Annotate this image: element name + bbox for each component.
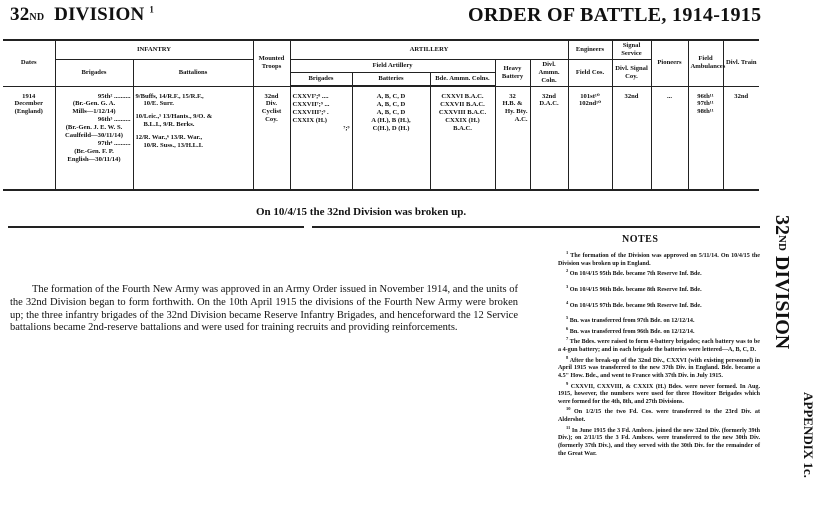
side-division-suffix: ND (776, 235, 788, 251)
divider (312, 226, 760, 228)
note-text: The Bdes. were raised to form 4-battery brigades; each battery was to be a 4-gun battery; and in each brigade the batteries were lettered—A, B, C, D. (558, 339, 760, 354)
mounted-line: 32nd (264, 92, 279, 100)
cell-divl-signal-coy (612, 86, 651, 190)
date-year: 1914 (22, 92, 36, 100)
side-division-label (770, 215, 793, 349)
note-8 (558, 355, 760, 381)
cell-battalions (133, 86, 253, 190)
bac-line: CXXVI B.A.C. (441, 93, 484, 101)
battalions-97: 12/R. War.,⁶ 13/R. War., (135, 134, 203, 142)
cell-inf-brigades (55, 86, 133, 190)
note-3 (558, 284, 760, 295)
battalions-95: 9/Buffs, 14/R.F., 15/R.F., (135, 92, 204, 100)
brigade-97-commander-date: English—30/11/14) (67, 155, 121, 163)
note-1 (558, 250, 760, 268)
note-number: 4 (566, 299, 569, 305)
note-10 (558, 406, 760, 424)
col-bde-amm-colns: Bde. Ammn. Colns. (430, 72, 495, 86)
col-divl-amm-coln: Divl. Ammn. Coln. (530, 59, 568, 86)
note-5 (558, 315, 760, 326)
batteries-line: A, B, C, D (376, 100, 406, 108)
field-ambulance: 97th¹¹ (697, 100, 714, 108)
batteries-line: A, B, C, D (376, 93, 406, 101)
batteries-line: A, B, C, D (376, 108, 406, 116)
battalions-97-cont: 10/R. Suss., 13/H.L.I. (143, 142, 203, 150)
col-mounted-troops: Mounted Troops (253, 40, 290, 86)
cell-bde-amm-colns (430, 86, 495, 190)
bac-line: CXXIX (H.) (445, 116, 480, 124)
brigade-95-commander: (Br.-Gen. G. A. (72, 100, 116, 108)
heavy-line: H.B. & (502, 100, 523, 108)
note-text: On 10/4/15 96th Bde. became 8th Reserve Inf. Bde. (569, 286, 702, 293)
division-suffix: ND (29, 12, 45, 23)
note-number: 3 (566, 283, 569, 289)
notes-list (558, 250, 760, 458)
art-brigade-126: CXXVI⁷;⁸ .... (292, 93, 329, 101)
note-number: 10 (566, 406, 571, 412)
brigade-95: 95th² .......... (97, 92, 131, 100)
group-infantry: INFANTRY (55, 40, 253, 59)
note-text: In June 1915 the 3 Fd. Ambces. joined the new 32nd Div. (formerly 39th Div.); on 2/11/15 the 3 Fd. Ambces. were transferred to the new 30th Div. (formerly 37th Div.), and they served with the 30th Div. for the remainder of the Great War. (558, 427, 760, 457)
side-division-number: 32 (771, 215, 793, 235)
group-signal-service: Signal Service (612, 40, 651, 59)
footnote-ref: 1 (149, 4, 155, 15)
col-inf-brigades: Brigades (55, 59, 133, 86)
battalions-96-cont: B.L.I., 9/R. Berks. (143, 121, 195, 129)
col-divl-signal-coy: Divl. Signal Coy. (612, 59, 651, 86)
art-brigade-127: CXXVII⁷;⁹ ... (292, 100, 330, 108)
appendix-label: APPENDIX 1c. (801, 392, 816, 478)
field-coy: 101st¹⁰ (580, 92, 600, 100)
dac-line: D.A.C. (539, 100, 559, 108)
division-title (10, 4, 154, 26)
field-coy: 102nd¹⁰ (578, 100, 602, 108)
note-number: 1 (566, 250, 569, 255)
art-brigade-128: CXXVIII⁷;⁹ . (292, 108, 329, 116)
group-engineers: Engineers (568, 40, 612, 59)
cell-field-cos (568, 86, 612, 190)
divider (8, 226, 304, 228)
division-word: DIVISION (54, 4, 145, 25)
cell-pioneers (651, 86, 688, 190)
page-title: ORDER OF BATTLE, 1914-1915 (468, 4, 762, 26)
note-number: 6 (566, 325, 569, 331)
note-number: 2 (566, 268, 569, 274)
broken-up-statement: On 10/4/15 the 32nd Division was broken up. (256, 206, 467, 218)
note-text: Bn. was transferred from 96th Bde. on 12/12/14. (569, 328, 695, 335)
cell-divl-train (723, 86, 759, 190)
note-2 (558, 268, 760, 279)
col-battalions: Battalions (133, 59, 253, 86)
note-text: On 10/4/15 95th Bde. became 7th Reserve Inf. Bde. (569, 271, 702, 278)
field-ambulance: 96th¹¹ (697, 92, 714, 100)
note-text: On 10/4/15 97th Bde. became 9th Reserve Inf. Bde. (569, 302, 702, 309)
battalions-96: 10/Leic.,⁵ 13/Hants., 9/O. & (135, 113, 213, 121)
heavy-line: Hy. Bty. (504, 108, 528, 116)
division-number: 32 (10, 4, 30, 25)
battalions-95-cont: 10/E. Surr. (143, 100, 174, 108)
col-field-cos: Field Cos. (568, 59, 612, 86)
note-text: On 1/2/15 the two Fd. Cos. were transferred to the 23rd Div. at Aldershot. (558, 409, 760, 424)
col-field-ambulances: Field Ambulances (688, 40, 723, 86)
note-4 (558, 300, 760, 311)
bac-line: CXXVIII B.A.C. (438, 108, 487, 116)
note-6 (558, 326, 760, 337)
art-brigade-129: CXXIX (H.) (292, 116, 327, 124)
brigade-96-commander: (Br.-Gen. J. E. W. S. (65, 124, 123, 132)
cell-dates (3, 86, 55, 190)
field-ambulance: 98th¹¹ (697, 108, 714, 116)
brigade-96: 96th³ .......... (97, 116, 131, 124)
cell-divl-amm-coln (530, 86, 568, 190)
brigade-97: 97th⁴ .......... (97, 139, 131, 147)
bac-line: B.A.C. (453, 124, 472, 132)
cell-batteries (352, 86, 430, 190)
note-9 (558, 381, 760, 407)
date-place: (England) (14, 108, 43, 116)
note-number: 8 (566, 354, 569, 360)
group-artillery: ARTILLERY (290, 40, 568, 59)
dac-line: 32nd (542, 92, 556, 100)
group-field-artillery: Field Artillery (290, 59, 495, 72)
brigade-95-commander-date: Mills—1/12/14) (72, 108, 116, 116)
divl-train-value: 32nd (734, 92, 749, 100)
batteries-line: C(H.), D (H.) (372, 124, 410, 132)
art-brigade-129-notes: ⁷;⁹ (343, 124, 350, 132)
cell-field-ambulances (688, 86, 723, 190)
notes-heading: NOTES (622, 234, 659, 245)
brigade-97-commander: (Br.-Gen. F. P. (74, 147, 114, 155)
narrative-paragraph: The formation of the Fourth New Army was approved in an Army Order issued in November 1914, and the units of the 32nd Division began to form forthwith. On the 10th April 1915 the divisions of the Fourth New Army were broken up; the three infantry brigades of the 32nd Division became Reserve Infantry Brigades, and henceforward the 12 Service battalions became 2nd-reserve battalions and were used for training recruits and providing reinforcements. (10, 284, 518, 334)
cell-art-brigades (290, 86, 352, 190)
note-number: 11 (566, 424, 571, 430)
col-batteries: Batteries (352, 72, 430, 86)
note-text: After the break-up of the 32nd Div., CXXVI (with existing personnel) in April 1915 was transferred to the new 37th Div. in England. Bde. became a 4.5" How. Bde., and went to France with 37th Div. in July 1915. (558, 357, 760, 379)
date-month: December (14, 100, 44, 108)
bac-line: CXXVII B.A.C. (440, 100, 485, 108)
note-number: 9 (566, 380, 569, 386)
cell-heavy-battery (495, 86, 530, 190)
note-text: The formation of the Division was approved on 5/11/14. On 10/4/15 the Division was broken up in England. (558, 253, 760, 267)
signal-coy: 32nd (624, 92, 639, 100)
table-row (3, 86, 759, 190)
col-dates: Dates (3, 40, 55, 86)
note-text: Bn. was transferred from 97th Bde. on 12/12/14. (569, 318, 695, 325)
note-text: CXXVII, CXXVIII, & CXXIX (H.) Bdes. were never formed. In Aug. 1915, however, the numbers were used for three Howitzer Brigades which were formed for the 4th, 8th, and 27th Divisions. (558, 383, 760, 405)
note-number: 7 (566, 336, 569, 342)
brigade-96-commander-date: Caulfeild—30/11/14) (65, 132, 123, 140)
batteries-line: A (H.), B (H.), (371, 116, 411, 124)
note-11 (558, 425, 760, 458)
col-pioneers: Pioneers (651, 40, 688, 86)
order-of-battle-table (3, 39, 759, 191)
col-art-brigades: Brigades (290, 72, 352, 86)
note-number: 5 (566, 315, 569, 321)
cell-mounted-troops (253, 86, 290, 190)
side-division-word: DIVISION (771, 255, 793, 350)
pioneers-value: ... (667, 92, 672, 100)
mounted-line: Cyclist (261, 108, 282, 116)
col-heavy-battery: Heavy Battery (495, 59, 530, 86)
mounted-line: Div. (265, 100, 278, 108)
heavy-line: A.C. (514, 116, 528, 124)
note-7 (558, 336, 760, 354)
mounted-line: Coy. (265, 116, 278, 124)
heavy-line: 32 (509, 92, 516, 100)
col-divl-train: Divl. Train (723, 40, 759, 86)
